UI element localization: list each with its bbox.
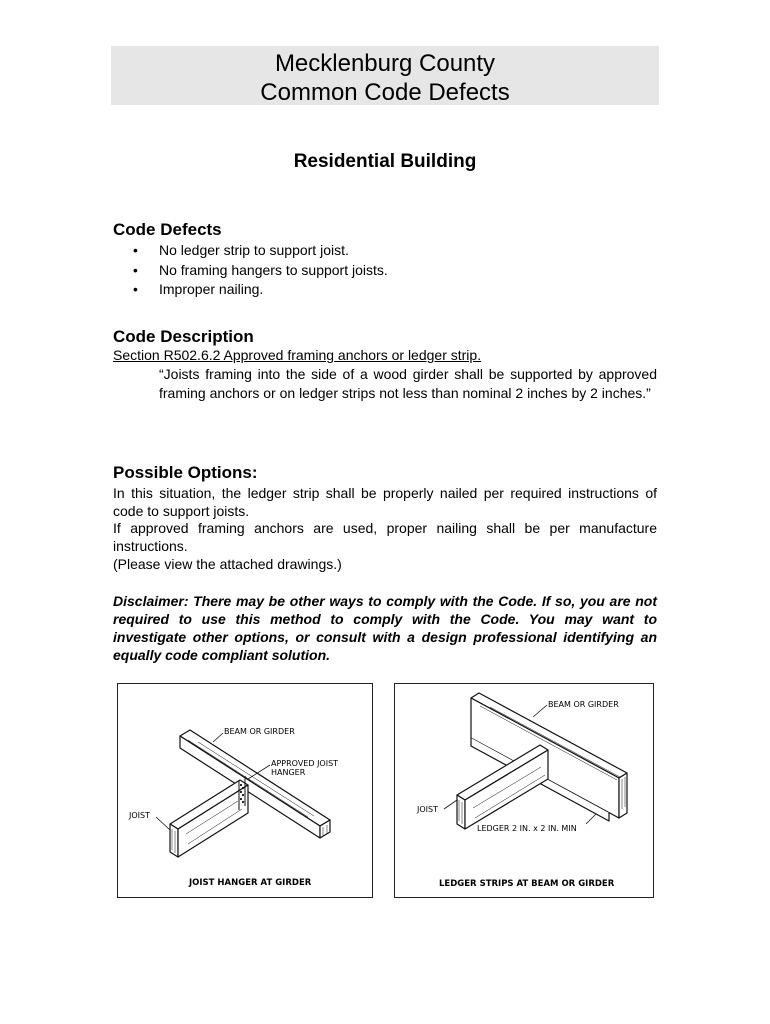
- page-subtitle: Residential Building: [293, 151, 477, 172]
- ledger-strip-illustration: [395, 684, 653, 897]
- beam-or-girder-label: BEAM OR GIRDER: [548, 700, 619, 709]
- options-paragraph-3: (Please view the attached drawings.): [113, 556, 342, 572]
- options-paragraph-2: If approved framing anchors are used, proper nailing shall be per manufacture instructions.: [113, 520, 657, 554]
- girder-end: [619, 773, 627, 818]
- approved-joist-hanger-label-1: APPROVED JOIST: [271, 759, 339, 768]
- list-item-text: No framing hangers to support joists.: [159, 261, 388, 278]
- header-banner: [111, 46, 659, 105]
- beam-or-girder-label: BEAM OR GIRDER: [224, 727, 295, 736]
- approved-joist-hanger-label-2: HANGER: [271, 768, 306, 777]
- code-defects-list: [130, 241, 388, 300]
- drawing-caption: LEDGER STRIPS AT BEAM OR GIRDER: [439, 879, 615, 889]
- drawing-caption: JOIST HANGER AT GIRDER: [189, 878, 312, 888]
- disclaimer-text: Disclaimer: There may be other ways to comply with the Code. If so, you are not required to use this method to comply with the Code. You may want to investigate other options, or consult with a design professional identifying an equally code compliant solution.: [113, 593, 657, 663]
- code-section-reference: Section R502.6.2 Approved framing anchors or ledger strip.: [113, 347, 482, 363]
- joist-hanger-drawing: [117, 683, 373, 898]
- list-item: [130, 280, 388, 300]
- header-title-line-1: Mecklenburg County: [274, 50, 496, 77]
- list-item-text: Improper nailing.: [159, 281, 264, 297]
- code-description-heading: Code Description: [113, 327, 254, 346]
- header-title-line-2: Common Code Defects: [260, 79, 510, 106]
- joist-hanger-illustration: [118, 684, 372, 897]
- possible-options-heading: Possible Options:: [113, 463, 258, 482]
- list-item-text: No ledger strip to support joist.: [159, 242, 349, 258]
- list-item: [130, 261, 388, 281]
- bullet-icon: •: [133, 281, 138, 297]
- joist-side: [170, 824, 178, 857]
- ledger-strip-drawing: [394, 683, 654, 898]
- bullet-icon: •: [133, 242, 138, 258]
- joist-side: [457, 795, 465, 829]
- code-defects-heading: Code Defects: [113, 220, 222, 239]
- ledger-size-label: LEDGER 2 IN. x 2 IN. MIN: [477, 824, 577, 833]
- options-paragraph-1: In this situation, the ledger strip shall be properly nailed per required instructions of code to support joists.: [113, 485, 657, 519]
- list-item: [130, 241, 388, 261]
- code-quote: “Joists framing into the side of a wood girder shall be supported by approved framing anchors or on ledger strips not less than nominal 2 inches by 2 inches.”: [159, 366, 657, 401]
- joist-label: JOIST: [417, 805, 438, 814]
- joist-label: JOIST: [129, 811, 150, 820]
- bullet-icon: •: [133, 261, 138, 278]
